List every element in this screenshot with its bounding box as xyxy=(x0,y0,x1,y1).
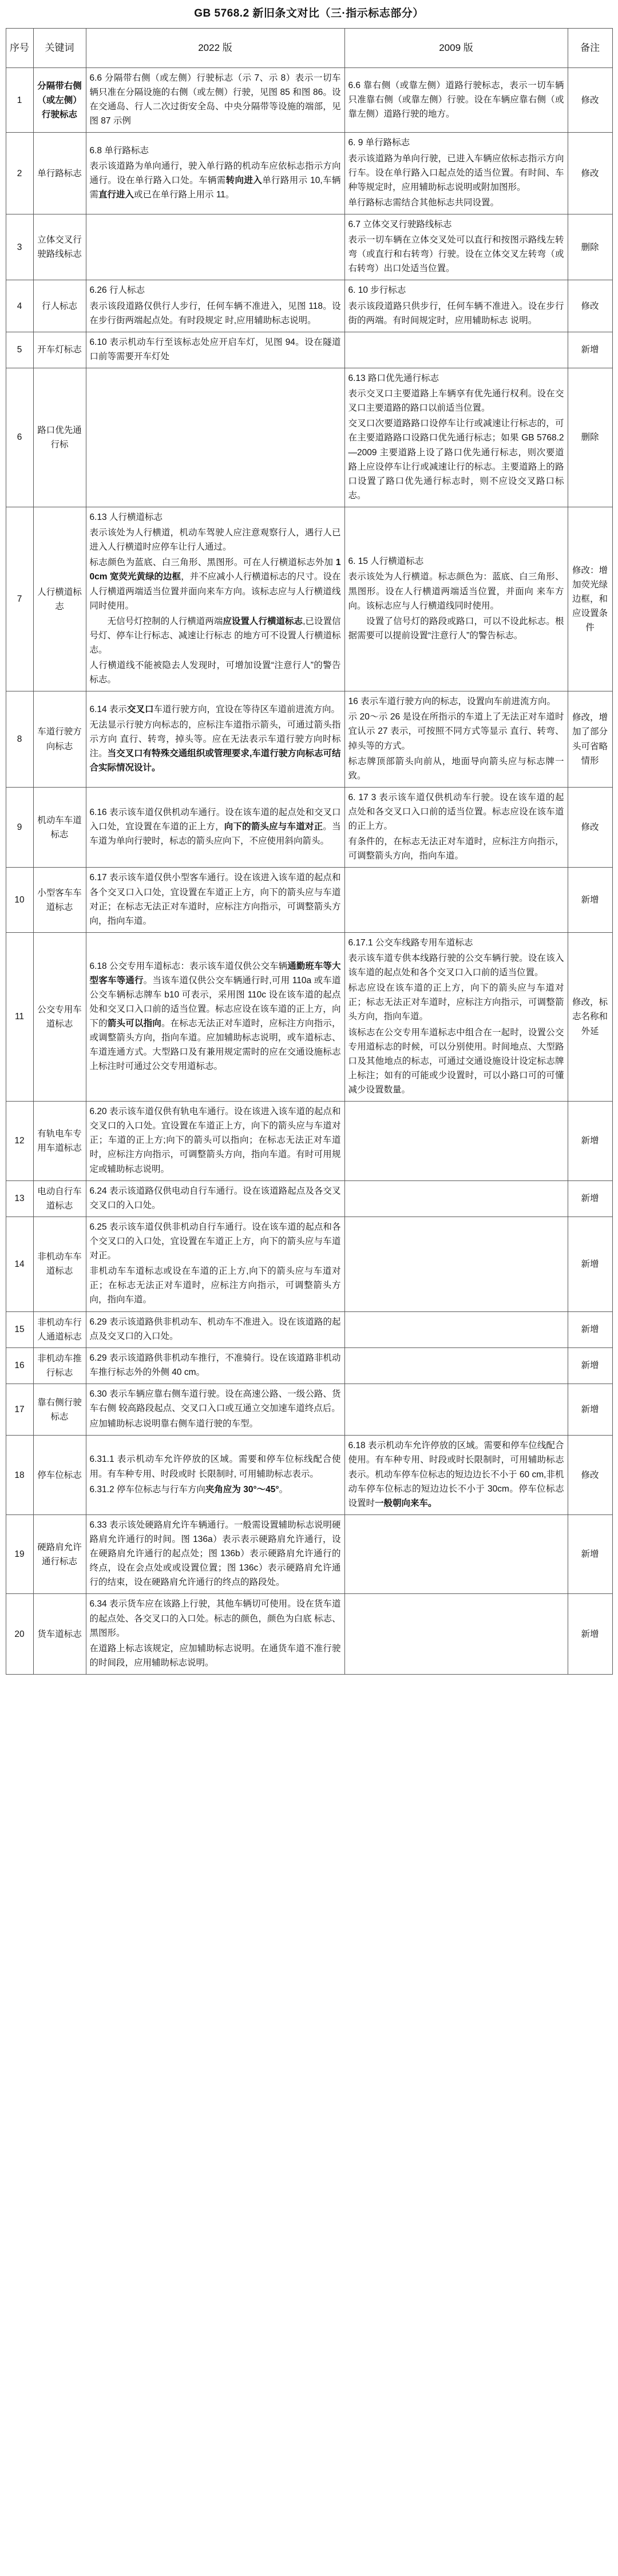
row-keyword: 货车道标志 xyxy=(33,1594,86,1675)
cell-2022 xyxy=(86,68,344,133)
paragraph: 标志牌顶部箭头向前从，地面导向箭头应与标志牌一致。 xyxy=(348,756,564,781)
row-number: 5 xyxy=(6,332,33,368)
paragraph: 无法显示行驶方向标志的，应标注车道指示箭头，可通过箭头指示方向 直行、转弯，掉头等。应在无法表示车道行驶方向时标注。当交叉口有特殊交通组织或管理要求,车道行驶方向标志可结合实际情况设计。 xyxy=(89,719,341,773)
row-keyword: 停车位标志 xyxy=(33,1436,86,1515)
row-keyword: 有轨电车专用车道标志 xyxy=(33,1102,86,1181)
cell-2022 xyxy=(86,1514,344,1594)
row-keyword: 机动车车道标志 xyxy=(33,787,86,868)
paragraph: 6.6 分隔带右侧（或左侧）行驶标志（示 7、示 8）表示一切车辆只准在分隔设施的右侧（或左侧）行驶，见图 85 和图 86。设在交通岛、行人二次过街安全岛、中央分隔带等设施的端部，见图 87 示例 xyxy=(89,73,341,126)
table-row xyxy=(6,68,612,133)
table-row xyxy=(6,1514,612,1594)
row-number: 9 xyxy=(6,787,33,868)
row-keyword: 靠右侧行驶标志 xyxy=(33,1384,86,1435)
cell-2022 xyxy=(86,868,344,932)
row-keyword: 分隔带右侧（或左侧）行驶标志 xyxy=(33,68,86,133)
row-number: 7 xyxy=(6,507,33,691)
table-row xyxy=(6,332,612,368)
row-note: 修改，增加了部分头可省略情形 xyxy=(568,691,612,788)
paragraph: 表示该车道专供本线路行驶的公交车辆行驶。设在该入该车道的起点处和各个交叉口入口前的适当位置。 xyxy=(348,953,564,978)
cell-2009 xyxy=(344,133,568,214)
paragraph: 6.26 行人标志 xyxy=(89,285,145,296)
cell-2009 xyxy=(344,691,568,788)
cell-2022 xyxy=(86,1347,344,1384)
row-note: 删除 xyxy=(568,368,612,507)
row-keyword: 非机动车推行标志 xyxy=(33,1347,86,1384)
paragraph: 6.10 表示机动车行至该标志处应开启车灯，见图 94。设在隧道口前等需要开车灯处 xyxy=(89,337,341,361)
row-number: 8 xyxy=(6,691,33,788)
paragraph: 无信号灯控制的人行横道两端应设置人行横道标志,已设置信号灯、停车让行标志、减速让行标志 的地方可不设置人行横道标志。 xyxy=(89,616,341,655)
paragraph: 6.14 表示交叉口车道行驶方向，宜设在等待区车道前进流方向。 xyxy=(89,704,340,714)
row-note: 新增 xyxy=(568,1102,612,1181)
cell-2009 xyxy=(344,932,568,1101)
cell-2022 xyxy=(86,932,344,1101)
cell-2022 xyxy=(86,1102,344,1181)
row-keyword: 非机动车行人通道标志 xyxy=(33,1311,86,1347)
paragraph: 6.18 表示机动车允许停放的区域。需要和停车位线配合使用。有车种专用、时段或时长限制时，可用辅助标志表示。机动车停车位标志的短边边长不小于 60 cm,非机动车停车位标志的短边边长不小于 30cm。停车位标志设置时一般朝向来车。 xyxy=(348,1441,564,1508)
cell-2009 xyxy=(344,1217,568,1311)
paragraph: 表示该段道路只供步行，任何车辆不准进入。设在步行街的两端。有时间规定时，应用辅助标志 说明。 xyxy=(348,301,564,325)
paragraph: 6. 9 单行路标志 xyxy=(348,138,410,148)
cell-2009 xyxy=(344,214,568,280)
paragraph: 6.31.2 停车位标志与行车方向夹角应为 30°～45°。 xyxy=(89,1484,288,1494)
paragraph: 6. 17 3 表示该车道仅供机动车行驶。设在该车道的起点处和各交叉口入口前的适当位置。标志应设在该车道的正上方。 xyxy=(348,792,564,832)
table-row xyxy=(6,1594,612,1675)
column-header-keyword: 关键词 xyxy=(33,29,86,68)
cell-2009 xyxy=(344,1347,568,1384)
paragraph: 6. 15 人行横道标志 xyxy=(348,556,424,567)
cell-2022 xyxy=(86,133,344,214)
row-note: 修改 xyxy=(568,787,612,868)
paragraph: 在道路上标志该规定，应加辅助标志说明。在通货车道不准行驶的时间段，应用辅助标志说明。 xyxy=(89,1643,341,1668)
paragraph: 表示该处为人行横道。标志颜色为：蓝底、白三角形、黑图形。设在人行横道两端适当位置，并面向 来车方向。该标志应与人行横道线同时使用。 xyxy=(348,572,564,611)
row-number: 11 xyxy=(6,932,33,1101)
row-number: 1 xyxy=(6,68,33,133)
paragraph: 6.20 表示该车道仅供有轨电车通行。设在该进入该车道的起点和交叉口的入口处。宜设置在车道正上方，向下的箭头应与车道对正；车道的正上方;向下的箭头可以指向；在标志无法正对车道时，应标注方向指示，可调整箭头方向，指向车道。有时可用规定或辅助标志说明。 xyxy=(89,1107,341,1174)
paragraph: 6.31.1 表示机动车允许停放的区域。需要和停车位标线配合使用。有车种专用、时段或时 长限制时, 可用辅助标志表示。 xyxy=(89,1454,341,1479)
cell-2022 xyxy=(86,507,344,691)
row-note: 删除 xyxy=(568,214,612,280)
paragraph: 非机动车车道标志或设在车道的正上方,向下的箭头应与车道对正；在标志无法正对车道时，应标注方向指示，可调整箭头方向，指向车道。 xyxy=(89,1266,341,1305)
paragraph: 16 表示车道行驶方向的标志，设置向车前进流方向。 xyxy=(348,697,556,707)
cell-2022 xyxy=(86,332,344,368)
row-keyword: 人行横道标志 xyxy=(33,507,86,691)
cell-2022 xyxy=(86,1311,344,1347)
cell-2022 xyxy=(86,787,344,868)
row-number: 18 xyxy=(6,1436,33,1515)
row-keyword: 电动自行车道标志 xyxy=(33,1180,86,1217)
paragraph: 6.6 靠右侧（或靠左侧）道路行驶标志，表示一切车辆只准靠右侧（或靠左侧）行驶。设在车辆应靠右侧（或靠左侧）道路行驶的地方。 xyxy=(348,80,564,119)
cell-2022 xyxy=(86,214,344,280)
column-header-no: 序号 xyxy=(6,29,33,68)
row-number: 6 xyxy=(6,368,33,507)
paragraph: 6.30 表示车辆应靠右侧车道行驶。设在高速公路、一级公路、货车右侧 较高路段起点、交叉口入口或互通立交加速车道终点后。 xyxy=(89,1389,341,1414)
cell-2022 xyxy=(86,1384,344,1435)
paragraph: 6.13 路口优先通行标志 xyxy=(348,373,439,383)
row-number: 19 xyxy=(6,1514,33,1594)
paragraph: 6.24 表示该道路仅供电动自行车通行。设在该道路起点及各交叉交叉口的入口处。 xyxy=(89,1186,341,1210)
table-row xyxy=(6,787,612,868)
cell-2009 xyxy=(344,280,568,332)
paragraph: 表示一切车辆在立体交叉处可以直行和按图示路线左转弯（或直行和右转弯）行驶。设在立体交叉左转弯（或右转弯）出口处适当位置。 xyxy=(348,235,564,274)
table-row xyxy=(6,1311,612,1347)
cell-2009 xyxy=(344,68,568,133)
row-keyword: 立体交叉行驶路线标志 xyxy=(33,214,86,280)
row-number: 10 xyxy=(6,868,33,932)
row-note: 新增 xyxy=(568,1311,612,1347)
table-row xyxy=(6,1217,612,1311)
paragraph: 标志应设在该车道的正上方，向下的箭头应与车道对正；标志无法正对车道时，应标注方向指示，可调整箭头方向，指向车道。 xyxy=(348,983,564,1022)
paragraph: 6.13 人行横道标志 xyxy=(89,512,163,522)
cell-2009 xyxy=(344,332,568,368)
row-keyword: 非机动车车道标志 xyxy=(33,1217,86,1311)
paragraph: 交叉口次要道路路口设停车让行或减速让行标志的，可在主要道路路口设路口优先通行标志；如果 GB 5768.2—2009 主要道路上设了路口优先通行标志，则次要道路上应设停车让行或减速让行的标志。主要道路上的路口设置了路口优先通行标志时，则不应设交叉路口标志。 xyxy=(348,419,564,500)
paragraph: 设置了信号灯的路段或路口，可以不设此标志。根据需要可以提前设置“注意行人”的警告标志。 xyxy=(348,616,564,641)
row-number: 14 xyxy=(6,1217,33,1311)
table-row xyxy=(6,507,612,691)
cell-2009 xyxy=(344,507,568,691)
row-number: 4 xyxy=(6,280,33,332)
row-keyword: 开车灯标志 xyxy=(33,332,86,368)
row-note: 新增 xyxy=(568,1180,612,1217)
row-keyword: 公交专用车道标志 xyxy=(33,932,86,1101)
table-row xyxy=(6,133,612,214)
paragraph: 表示交叉口主要道路上车辆享有优先通行权利。设在交叉口主要道路的路口以前适当位置。 xyxy=(348,389,564,414)
row-number: 13 xyxy=(6,1180,33,1217)
table-header-row xyxy=(6,29,612,68)
cell-2022 xyxy=(86,280,344,332)
cell-2022 xyxy=(86,1180,344,1217)
cell-2009 xyxy=(344,1180,568,1217)
cell-2009 xyxy=(344,1311,568,1347)
row-number: 17 xyxy=(6,1384,33,1435)
row-note: 修改 xyxy=(568,1436,612,1515)
table-row xyxy=(6,214,612,280)
row-note: 新增 xyxy=(568,868,612,932)
row-note: 修改 xyxy=(568,133,612,214)
paragraph: 6.18 公交专用车道标志：表示该车道仅供公交车辆通勤班车等大型客车等通行。当该车道仅供公交车辆通行时,可用 110a 或车道公交车辆标志牌车 b10 可表示，采用图 110c 设在该车道的起点处和交叉口入口前的适当位置。标志应设在该车道的正上方，向下的箭头可以指向。在标志无法正对车道时，应标注方向指示，或调整箭头方向，指向车道。应加辅助标志说明，或车道标志、车道连通方式。大型路口及有兼用规定需时的应在交通设施标志上标注时可通过公交专用道标志。 xyxy=(89,961,341,1072)
column-header-2009: 2009 版 xyxy=(344,29,568,68)
row-number: 12 xyxy=(6,1102,33,1181)
table-row xyxy=(6,1384,612,1435)
row-keyword: 路口优先通行标 xyxy=(33,368,86,507)
paragraph: 该标志在公交专用车道标志中组合在一起时，设置公交专用道标志的时候，可以分别使用。时间地点、大型路口及其他地点的标志，可通过交通设施设计设定标志牌上标注；如有的可能或少设置时，可以小路口可的可懂减少设置数量。 xyxy=(348,1027,564,1095)
table-row xyxy=(6,1102,612,1181)
cell-2022 xyxy=(86,691,344,788)
paragraph: 6.16 表示该车道仅供机动车通行。设在该车道的起点处和交叉口入口处，宜设置在车道的正上方，向下的箭头应与车道对正。当车道为单向行驶时，标志的箭头应向下，不应使用斜向箭头。 xyxy=(89,808,341,846)
paragraph: 6.17.1 公交车线路专用车道标志 xyxy=(348,937,473,948)
row-note: 新增 xyxy=(568,332,612,368)
comparison-table xyxy=(6,28,613,1675)
cell-2009 xyxy=(344,787,568,868)
paragraph: 6.29 表示该道路供非机动车推行，不准骑行。设在该道路非机动车推行标志外的外侧 40 cm。 xyxy=(89,1353,341,1377)
paragraph: 6.17 表示该车道仅供小型客车通行。设在该进入该车道的起点和各个交叉口入口处，宜设置在车道正上方，向下的箭头应与车道对正；在标志无法正对车道时，应标注方向指示，可调整箭头方向，指向车道。 xyxy=(89,873,341,926)
row-keyword: 小型客车车道标志 xyxy=(33,868,86,932)
cell-2009 xyxy=(344,868,568,932)
row-number: 15 xyxy=(6,1311,33,1347)
paragraph: 表示该道路为单向通行，驶入单行路的机动车应依标志指示方向通行。设在单行路入口处。车辆需转向进入单行路用示 10,车辆需直行进入或已在单行路上用示 11。 xyxy=(89,161,341,200)
table-row xyxy=(6,1180,612,1217)
cell-2009 xyxy=(344,1436,568,1515)
page-title: GB 5768.2 新旧条文对比（三·指示标志部分） xyxy=(194,7,424,19)
row-note: 修改 xyxy=(568,280,612,332)
row-number: 2 xyxy=(6,133,33,214)
row-number: 16 xyxy=(6,1347,33,1384)
row-note: 修改 xyxy=(568,68,612,133)
paragraph: 人行横道线不能被隐去人发现时，可增加设置“注意行人”的警告标志。 xyxy=(89,661,341,685)
cell-2009 xyxy=(344,1102,568,1181)
paragraph: 6.8 单行路标志 xyxy=(89,145,149,156)
table-row xyxy=(6,691,612,788)
table-row xyxy=(6,368,612,507)
cell-2022 xyxy=(86,368,344,507)
cell-2009 xyxy=(344,368,568,507)
table-row xyxy=(6,932,612,1101)
paragraph: 标志颜色为蓝底、白三角形、黑图形。可在人行横道标志外加 10cm 宽荧光黄绿的边框，并不应减小人行横道标志的尺寸。设在人行横道两端适当位置并面向来车方向。该标志应与人行横道线同时使用。 xyxy=(89,558,341,611)
paragraph: 6.29 表示该道路供非机动车、机动车不准进入。设在该道路的起点及交叉口的入口处。 xyxy=(89,1317,341,1341)
cell-2022 xyxy=(86,1436,344,1515)
paragraph: 6.33 表示该处硬路肩允许车辆通行。一般需设置辅助标志说明硬路肩允许通行的时间。图 136a）表示表示硬路肩允许通行，设在硬路肩允许通行的起点处；图 136b）表示硬路肩允许通行的终点，设在会点处或或设置位置；图 136c）表示硬路肩允许通行的结束，设在硬路肩允许通行的终点的路段处。 xyxy=(89,1520,341,1588)
row-keyword: 车道行驶方向标志 xyxy=(33,691,86,788)
row-keyword: 单行路标志 xyxy=(33,133,86,214)
paragraph: 表示该处为人行横道，机动车驾驶人应注意观察行人，遇行人已进入人行横道时应停车让行人通过。 xyxy=(89,528,341,552)
row-note: 新增 xyxy=(568,1347,612,1384)
table-header xyxy=(6,29,612,68)
paragraph: 示 20～示 26 是设在所指示的车道上了无法正对车道时宜认示 27 表示，可按照不同方式等显示 直行、转弯、掉头等的方式。 xyxy=(348,712,564,751)
cell-2022 xyxy=(86,1594,344,1675)
paragraph: 表示该道路为单向行驶，已进入车辆应依标志指示方向行车。设在单行路入口起点处的适当位置。有时间、车种等规定时，应用辅助标志说明或附加图形。 xyxy=(348,153,564,192)
cell-2009 xyxy=(344,1384,568,1435)
row-note: 修改：增加荧光绿边框，和应设置条件 xyxy=(568,507,612,691)
row-note: 新增 xyxy=(568,1217,612,1311)
row-note: 新增 xyxy=(568,1594,612,1675)
row-keyword: 行人标志 xyxy=(33,280,86,332)
paragraph: 表示该段道路仅供行人步行，任何车辆不准进入，见图 118。设在步行街两端起点处。有时段规定 时,应用辅助标志说明。 xyxy=(89,301,341,325)
table-row xyxy=(6,1347,612,1384)
row-number: 20 xyxy=(6,1594,33,1675)
row-keyword: 硬路肩允许通行标志 xyxy=(33,1514,86,1594)
paragraph: 6.7 立体交叉行驶路线标志 xyxy=(348,219,452,229)
cell-2009 xyxy=(344,1594,568,1675)
row-note: 新增 xyxy=(568,1514,612,1594)
paragraph: 6.34 表示货车应在该路上行驶，其他车辆切可使用。设在货车道的起点处、各交叉口的入口处。标志的颜色，颜色为白底 标志、黑图形。 xyxy=(89,1599,341,1638)
table-row xyxy=(6,868,612,932)
column-header-2022: 2022 版 xyxy=(86,29,344,68)
table-body xyxy=(6,68,612,1675)
row-number: 3 xyxy=(6,214,33,280)
paragraph: 6. 10 步行标志 xyxy=(348,285,406,296)
paragraph: 有条件的，在标志无法正对车道时，应标注方向指示，可调整箭头方向，指向车道。 xyxy=(348,837,564,861)
table-row xyxy=(6,1436,612,1515)
row-note: 修改，标志名称和外延 xyxy=(568,932,612,1101)
paragraph: 单行路标志需结合其他标志共同设置。 xyxy=(348,197,500,208)
cell-2022 xyxy=(86,1217,344,1311)
paragraph: 6.25 表示该车道仅供非机动自行车通行。设在该车道的起点和各个交叉口的入口处，宜设置在车道正上方，向下的箭头应与车道对正。 xyxy=(89,1222,341,1261)
column-header-note: 备注 xyxy=(568,29,612,68)
paragraph: 应加辅助标志说明靠右侧车道行驶的车型。 xyxy=(89,1419,259,1429)
table-row xyxy=(6,280,612,332)
cell-2009 xyxy=(344,1514,568,1594)
row-note: 新增 xyxy=(568,1384,612,1435)
